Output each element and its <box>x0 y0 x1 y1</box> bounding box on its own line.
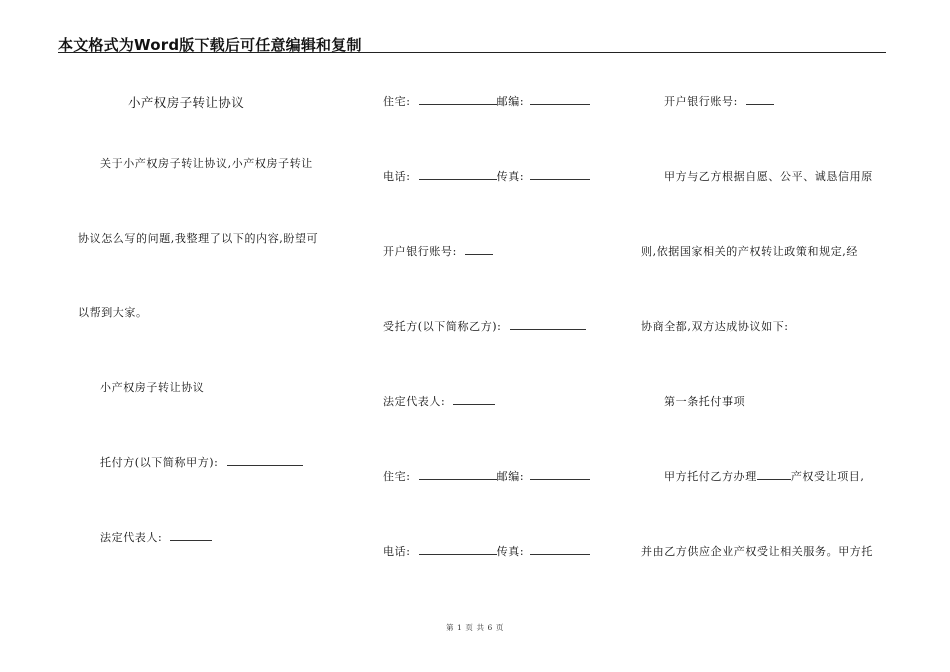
bank-account-label: 开户银行账号: <box>383 245 457 258</box>
section-title: 小产权房子转让协议 <box>100 381 205 394</box>
blank-line <box>530 469 590 480</box>
header-rule <box>58 52 886 53</box>
phone-field <box>383 168 590 184</box>
document-title: 小产权房子转让协议 <box>128 95 245 110</box>
bank-account-field <box>664 93 774 109</box>
legal-rep-field <box>383 393 495 409</box>
paragraph-text: 产权受让项目, <box>790 470 865 483</box>
phone-field <box>383 543 590 559</box>
page-footer: 第 1 页 共 6 页 <box>445 623 505 632</box>
paragraph-line: 甲方与乙方根据自愿、公平、诚恳信用原 <box>664 170 873 183</box>
bank-account-field <box>383 243 493 259</box>
blank-line <box>530 544 590 555</box>
blank-line <box>419 544 497 555</box>
address-field <box>383 93 590 109</box>
paragraph-line: 关于小产权房子转让协议,小产权房子转让 <box>100 157 313 170</box>
fax-label: 传真: <box>496 170 525 183</box>
blank-line <box>227 455 303 466</box>
address-label: 住宅: <box>383 95 411 108</box>
address-field <box>383 468 590 484</box>
bank-account-label: 开户银行账号: <box>664 95 738 108</box>
phone-label: 电话: <box>383 545 411 558</box>
blank-line <box>419 469 497 480</box>
blank-line <box>746 94 774 105</box>
postcode-label: 邮编: <box>496 470 525 483</box>
paragraph-line: 则,依据国家相关的产权转让政策和规定,经 <box>641 245 858 258</box>
section-title: 第一条托付事项 <box>664 395 746 408</box>
paragraph-text: 甲方托付乙方办理 <box>664 470 757 483</box>
paragraph-line: 协议怎么写的问题,我整理了以下的内容,盼望可 <box>78 232 319 245</box>
header-title: 本文格式为Word版下载后可任意编辑和复制 <box>58 36 362 54</box>
fax-label: 传真: <box>496 545 525 558</box>
blank-line <box>419 94 497 105</box>
blank-line <box>453 394 495 405</box>
legal-rep-label: 法定代表人: <box>383 395 446 408</box>
paragraph-line: 以帮到大家。 <box>78 306 148 319</box>
consignor-label: 托付方(以下简称甲方): <box>100 456 219 469</box>
legal-rep-label: 法定代表人: <box>100 531 163 544</box>
trustee-field <box>383 318 586 334</box>
paragraph-line: 协商全都,双方达成协议如下: <box>641 320 789 333</box>
postcode-label: 邮编: <box>496 95 525 108</box>
blank-line <box>510 319 586 330</box>
address-label: 住宅: <box>383 470 411 483</box>
blank-line <box>757 469 791 480</box>
blank-line <box>530 169 590 180</box>
paragraph-line <box>664 468 865 484</box>
trustee-label: 受托方(以下简称乙方): <box>383 320 502 333</box>
consignor-field <box>100 454 303 470</box>
legal-rep-field <box>100 529 212 545</box>
blank-line <box>170 530 212 541</box>
phone-label: 电话: <box>383 170 411 183</box>
blank-line <box>419 169 497 180</box>
paragraph-line: 并由乙方供应企业产权受让相关服务。甲方托 <box>641 545 873 558</box>
blank-line <box>530 94 590 105</box>
blank-line <box>465 244 493 255</box>
